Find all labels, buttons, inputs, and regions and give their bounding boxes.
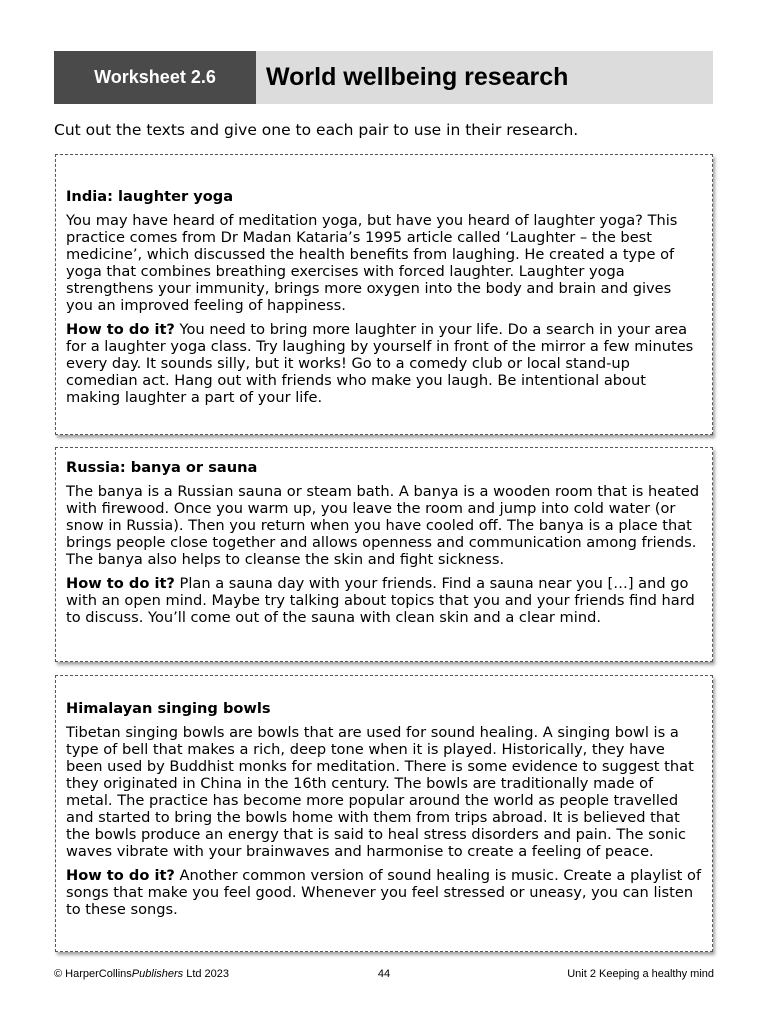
intro-instruction: Cut out the texts and give one to each pair to use in their research.	[54, 121, 579, 139]
worksheet-title: World wellbeing research	[266, 63, 569, 91]
card-heading: India: laughter yoga	[66, 188, 234, 205]
card-body: Tibetan singing bowls are bowls that are used for sound healing. A singing bowl is a type of bell that makes a rich, deep tone when it is played. Historically, they have been used by Buddhist monks for meditation. There is some evidence to suggest that they originated in China in the 16th century. The bowls are traditionally made of metal. The practice has become more popular around the world as people travelled and started to bring the bowls home with them from trips abroad. It is believed that the bowls produce an energy that is said to heal stress disorders and pain. The sonic waves vibrate with your brainwaves and harmonise to create a feeling of peace.	[66, 724, 694, 860]
card-body: You may have heard of meditation yoga, but have you heard of laughter yoga? This practice comes from Dr Madan Kataria’s 1995 article called ‘Laughter – the best medicine’, which discussed the health benefits from laughing. He created a type of yoga that combines breathing exercises with forced laughter. Laughter yoga strengthens your immunity, brings more oxygen into the body and brain and gives you an improved feeling of happiness.	[66, 212, 678, 314]
page-footer	[54, 968, 714, 982]
how-to-label: How to do it?	[66, 575, 175, 592]
worksheet-header	[54, 51, 713, 104]
card-body: The banya is a Russian sauna or steam bath. A banya is a wooden room that is heated with firewood. Once you warm up, you leave the room and jump into cold water (or snow in Russia). Then you return when you have cooled off. The banya is a place that brings people close together and allows openness and communication among friends. The banya also helps to cleanse the skin and fight sickness.	[66, 483, 700, 568]
cut-out-card-singing-bowls	[55, 675, 713, 952]
how-to-text: Plan a sauna day with your friends. Find a sauna near you […] and go with an open mind. Maybe try talking about topics that you and your friends find hard to discuss. You’ll come out of the sauna with clean skin and a clear mind.	[66, 575, 695, 626]
how-to-label: How to do it?	[66, 867, 175, 884]
worksheet-label: Worksheet 2.6	[54, 51, 256, 104]
card-how-to	[66, 867, 702, 918]
card-how-to	[66, 321, 702, 406]
card-heading: Russia: banya or sauna	[66, 459, 258, 476]
how-to-text: You need to bring more laughter in your life. Do a search in your area for a laughter yoga class. Try laughing by yourself in front of the mirror a few minutes every day. It sounds silly, but it works! Go to a comedy club or local stand-up comedian act. Hang out with friends who make you laugh. Be intentional about making laughter a part of your life.	[66, 321, 694, 406]
cut-out-card-india	[55, 154, 713, 435]
how-to-label: How to do it?	[66, 321, 175, 338]
unit-label: Unit 2 Keeping a healthy mind	[567, 968, 714, 980]
copyright-notice: © HarperCollinsPublishers Ltd 2023	[54, 968, 230, 980]
card-how-to	[66, 575, 702, 626]
how-to-text: Another common version of sound healing is music. Create a playlist of songs that make you feel good. Whenever you feel stressed or uneasy, you can listen to these songs.	[66, 867, 702, 918]
cut-out-card-russia	[55, 447, 713, 662]
card-heading: Himalayan singing bowls	[66, 700, 271, 717]
page-number: 44	[377, 968, 391, 980]
